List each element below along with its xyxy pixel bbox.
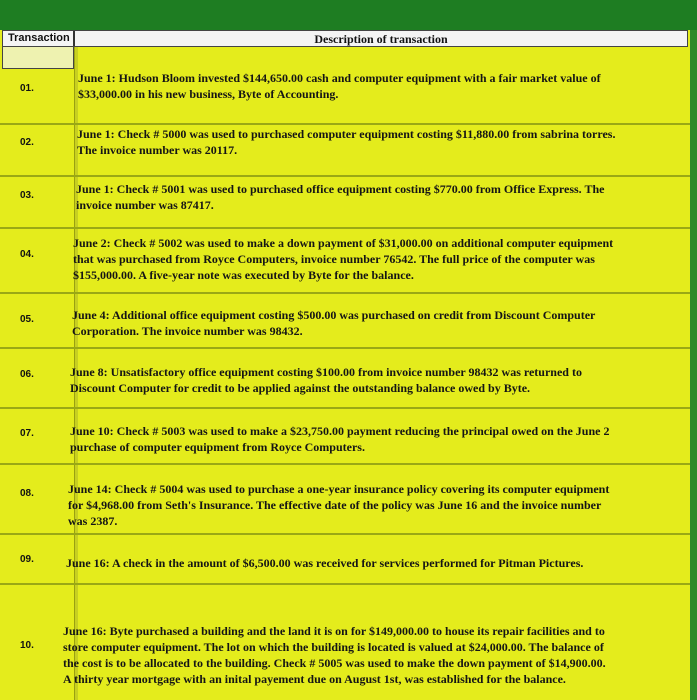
table-row [0,294,690,349]
transaction-description[interactable]: June 2: Check # 5002 was used to make a down payment of $31,000.00 on additional computer equipment that was purchased from Royce Computers, invoice number 76542. The full price of the computer was $155,000.00. A five-year note was executed by Byte for the balance. [73,236,614,282]
header-transaction[interactable]: Transaction [3,31,75,46]
transaction-number[interactable]: 02. [20,137,34,148]
table-header [2,30,688,47]
header-description[interactable]: Description of transaction [314,32,448,46]
transaction-description[interactable]: June 1: Check # 5001 was used to purchased office equipment costing $770.00 from Office Express. The invoice number was 87417. [76,182,605,212]
transaction-number[interactable]: 04. [20,249,34,260]
table-row [0,229,690,294]
table-row [0,349,690,409]
table-row [0,535,690,585]
transaction-description[interactable]: June 14: Check # 5004 was used to purchase a one-year insurance policy covering its computer equipment for $4,968.00 from Seth's Insurance. The effective date of the policy was June 16 and the invoice number was 2387. [68,482,610,528]
transaction-description[interactable]: June 1: Check # 5000 was used to purchased computer equipment costing $11,880.00 from sabrina torres. The invoice number was 20117. [77,127,616,157]
transaction-description[interactable]: June 8: Unsatisfactory office equipment costing $100.00 from invoice number 98432 was returned to Discount Computer for credit to be applied against the outstanding balance owed by Byte. [70,365,582,395]
transaction-description[interactable]: June 10: Check # 5003 was used to make a $23,750.00 payment reducing the principal owed on the June 2 purchase of computer equipment from Royce Computers. [70,424,610,454]
transaction-number[interactable]: 06. [20,369,34,380]
table-row [0,177,690,229]
transaction-number[interactable]: 05. [20,314,34,325]
transaction-number[interactable]: 08. [20,488,34,499]
transaction-number[interactable]: 03. [20,190,34,201]
right-edge-band [690,30,697,700]
table-row [0,409,690,465]
transaction-number[interactable]: 01. [20,83,34,94]
table-row [0,465,690,535]
transaction-number[interactable]: 09. [20,554,34,565]
transaction-description[interactable]: June 16: Byte purchased a building and the land it is on for $149,000.00 to house its repair facilities and to store computer equipment. The lot on which the building is located is valued at $24,000.00. The balance of the cost is to be allocated to the building. Check # 5005 was used to make the down payment of $14,900.00. A thirty year mortgage with an inital payement due on August 1st, was established for the balance. [63,624,606,686]
table-row [0,125,690,177]
transaction-description[interactable]: June 1: Hudson Bloom invested $144,650.00 cash and computer equipment with a fair market value of $33,000.00 in his new business, Byte of Accounting. [78,71,601,101]
transaction-number[interactable]: 10. [20,640,34,651]
transaction-description[interactable]: June 4: Additional office equipment costing $500.00 was purchased on credit from Discount Computer Corporation. The invoice number was 98432. [72,308,596,338]
top-band [0,0,697,30]
transaction-number[interactable]: 07. [20,428,34,439]
table-row [0,585,690,700]
transaction-description[interactable]: June 16: A check in the amount of $6,500.00 was received for services performed for Pitman Pictures. [66,556,584,570]
blank-cell[interactable] [2,47,74,69]
table-row [0,69,690,125]
